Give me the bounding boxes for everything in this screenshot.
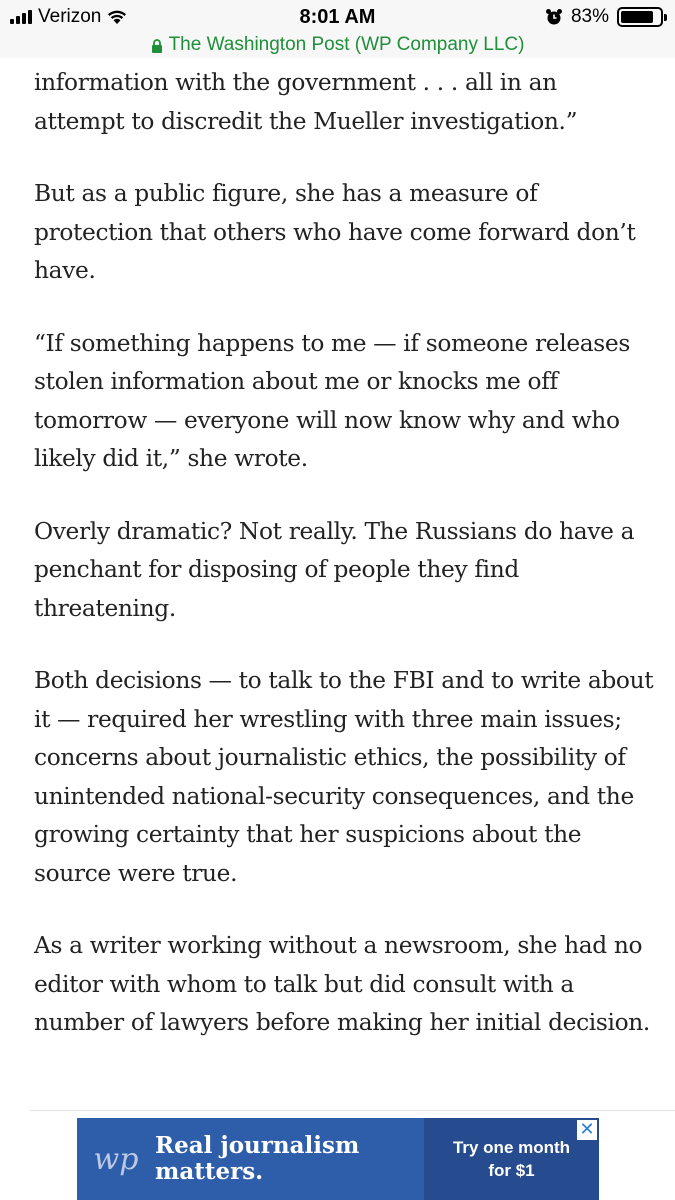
site-identity: The Washington Post (WP Company LLC) bbox=[168, 34, 525, 55]
article-paragraph: “If something happens to me — if someone releases stolen information about me or knocks me off tomorrow — everyone will now know why and who likely did it,” she wrote. bbox=[34, 329, 630, 472]
article-paragraph: But as a public figure, she has a measure of protection that others who have come forward don’t have. bbox=[34, 180, 636, 284]
clock: 8:01 AM bbox=[299, 6, 376, 28]
status-right-group bbox=[545, 6, 663, 28]
carrier-name: Verizon bbox=[38, 6, 102, 27]
wp-logo: wp bbox=[93, 1141, 139, 1177]
lock-icon bbox=[151, 39, 163, 53]
ad-cta-line: Try one month bbox=[452, 1138, 571, 1157]
status-bar bbox=[0, 0, 675, 34]
article-paragraph: As a writer working without a newsroom, she had no editor with whom to talk but did consult with a number of lawyers before making her initial decision. bbox=[34, 932, 650, 1036]
ad-headline-line: matters. bbox=[155, 1158, 264, 1185]
battery-icon bbox=[617, 7, 663, 27]
battery-level bbox=[621, 11, 653, 23]
divider bbox=[30, 1110, 675, 1111]
close-icon[interactable]: ✕ bbox=[577, 1120, 597, 1140]
subscription-ad-banner[interactable] bbox=[77, 1118, 599, 1200]
url-bar[interactable] bbox=[0, 32, 675, 58]
article-paragraph: Both decisions — to talk to the FBI and to write about it — required her wrestling with three main issues; concerns about journalistic ethics, the possibility of unintended national-security consequences, and the growing certainty that her suspicions about the source were true. bbox=[34, 667, 654, 887]
article-body bbox=[34, 64, 654, 1077]
try-one-month-button[interactable] bbox=[424, 1118, 599, 1200]
article-paragraph: information with the government . . . all in an attempt to discredit the Mueller investigation.” bbox=[34, 69, 578, 135]
article-paragraph: Overly dramatic? Not really. The Russians do have a penchant for disposing of people they find threatening. bbox=[34, 517, 635, 622]
ad-headline bbox=[155, 1133, 424, 1185]
alarm-clock-icon bbox=[545, 8, 563, 26]
ad-headline-line: Real journalism bbox=[155, 1132, 360, 1159]
battery-percent: 83% bbox=[570, 6, 609, 27]
ad-cta-line: for $1 bbox=[488, 1161, 535, 1180]
